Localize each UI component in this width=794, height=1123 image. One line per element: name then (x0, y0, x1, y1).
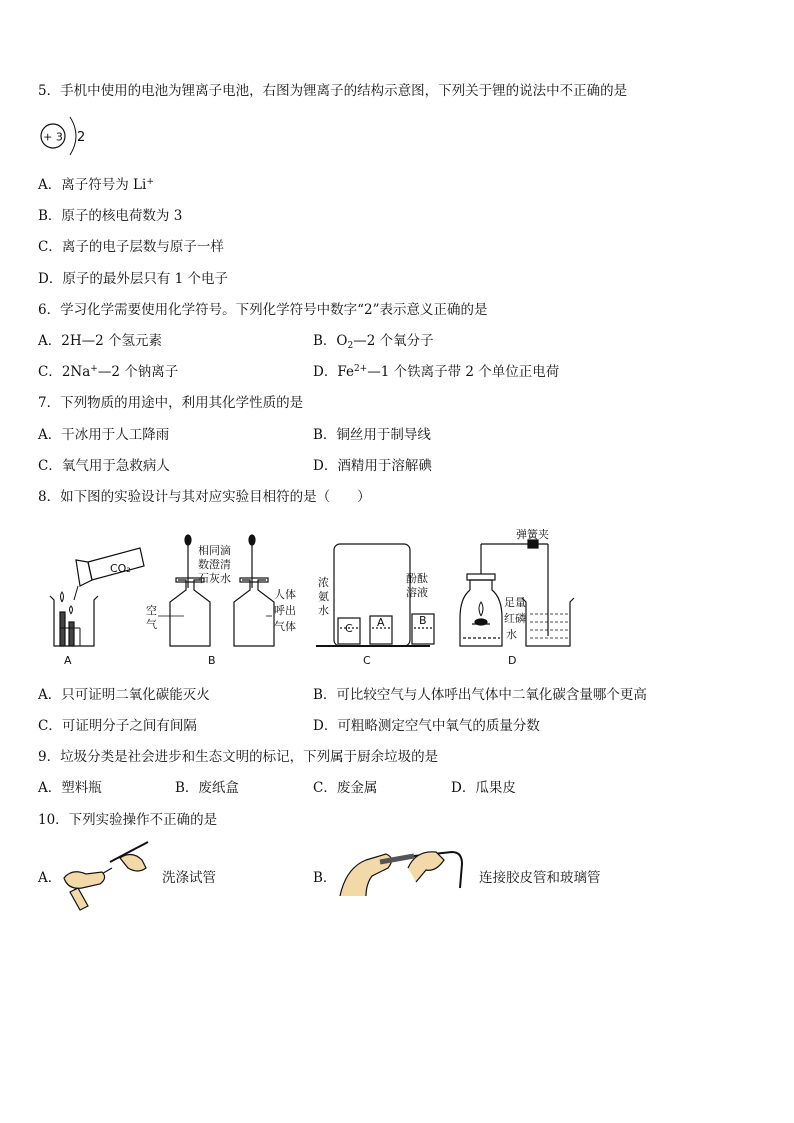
co2-pouring-bottle (74, 548, 144, 600)
q9-stem: 9．垃圾分类是社会进步和生态文明的标记，下列属于厨余垃圾的是 (38, 749, 439, 765)
q7-option-a: A．干冰用于人工降雨 (38, 427, 170, 443)
q6-option-a: A．2H—2 个氢元素 (38, 333, 162, 349)
b-drop-label-1: 相同滴 (198, 544, 231, 557)
b-drop-label-3: 石灰水 (198, 572, 231, 585)
q9-option-a: A．塑料瓶 (38, 780, 102, 796)
q5-option-b: B．原子的核电荷数为 3 (38, 208, 183, 224)
figure-a-caption: A (64, 654, 72, 667)
lithium-ion-structure-diagram (36, 112, 96, 164)
q10-option-b-text: 连接胶皮管和玻璃管 (479, 870, 601, 886)
c-beaker-a-label: A (377, 616, 385, 629)
q8-stem: 8．如下图的实验设计与其对应实验目相符的是（ ） (38, 489, 371, 505)
figure-d-caption: D (508, 654, 517, 667)
q6-option-d: D．$Fe^{2+}—1$ 个铁离子带 2 个单位正电荷 (313, 364, 560, 380)
q8-option-d: D．可粗略测定空气中氧气的质量分数 (313, 718, 540, 734)
b-breath-label-3: 气体 (274, 620, 296, 633)
q9-option-d: D．瓜果皮 (451, 780, 516, 796)
d-clip-label: 弹簧夹 (516, 528, 549, 541)
q9-option-b: B．废纸盒 (175, 780, 239, 796)
figure-c-caption: C (363, 654, 371, 667)
shell-electron-count: 2 (77, 130, 86, 145)
q7-option-b: B．铜丝用于制导线 (313, 427, 431, 443)
q7-stem: 7．下列物质的用途中，利用其化学性质的是 (38, 395, 304, 411)
connecting-rubber-tube-illustration (336, 838, 476, 900)
d-phosphorus-label-2: 红磷 (504, 612, 526, 625)
q10-option-a-letter: A． (38, 870, 62, 886)
q7-option-d: D．酒精用于溶解碘 (313, 458, 432, 474)
q5-option-a: A．离子符号为 Li+ (38, 177, 154, 193)
q10-option-b-letter: B． (313, 870, 337, 886)
q9-option-c: C．废金属 (313, 780, 378, 796)
figure-b-caption: B (208, 654, 216, 667)
nucleus-charge: + 3 (43, 130, 63, 144)
b-breath-label-2: 呼出 (274, 604, 296, 617)
d-water-pattern (530, 614, 568, 638)
c-phenol-label-2: 溶液 (406, 586, 428, 599)
co2-label: CO₂ (110, 562, 131, 575)
q10-option-a-text: 洗涤试管 (162, 870, 216, 886)
q8-experiment-figure (40, 528, 580, 670)
q6-stem: 6．学习化学需要使用化学符号。下列化学符号中数字“2”表示意义正确的是 (38, 302, 488, 318)
q10-stem: 10．下列实验操作不正确的是 (38, 812, 218, 828)
d-phosphorus-label-1: 足量 (504, 596, 526, 609)
c-beaker-c-label: C (345, 622, 353, 635)
q8-option-a: A．只可证明二氧化碳能灭火 (38, 687, 210, 703)
c-ammonia-label-1: 浓 (318, 576, 329, 589)
b-breath-label-1: 人体 (274, 588, 296, 601)
c-beaker-b-label: B (419, 614, 427, 627)
q6-option-c: C．2Na+—2 个钠离子 (38, 364, 179, 380)
d-water-label: 水 (506, 628, 517, 641)
q6-option-b: B．$O_2—2$ 个氧分子 (313, 333, 434, 351)
c-ammonia-label-2: 氨 (318, 590, 329, 603)
q5-option-d: D．原子的最外层只有 1 个电子 (38, 271, 228, 287)
q8-option-b: B．可比较空气与人体呼出气体中二氧化碳含量哪个更高 (313, 687, 647, 703)
q7-option-c: C．氧气用于急救病人 (38, 458, 170, 474)
c-phenol-label-1: 酚酞 (406, 572, 428, 585)
experiment-a-beaker (50, 592, 98, 646)
c-ammonia-label-3: 水 (318, 604, 329, 617)
washing-test-tube-illustration (62, 838, 156, 916)
electron-shell-arc (70, 117, 76, 155)
b-drop-label-2: 数澄清 (198, 558, 231, 571)
q5-stem: 5．手机中使用的电池为锂离子电池，右图为锂离子的结构示意图，下列关于锂的说法中不正确的是 (38, 83, 628, 99)
b-air-label-2: 气 (146, 618, 157, 631)
b-air-label-1: 空 (146, 604, 157, 617)
q5-option-c: C．离子的电子层数与原子一样 (38, 239, 224, 255)
q8-option-c: C．可证明分子之间有间隔 (38, 718, 197, 734)
